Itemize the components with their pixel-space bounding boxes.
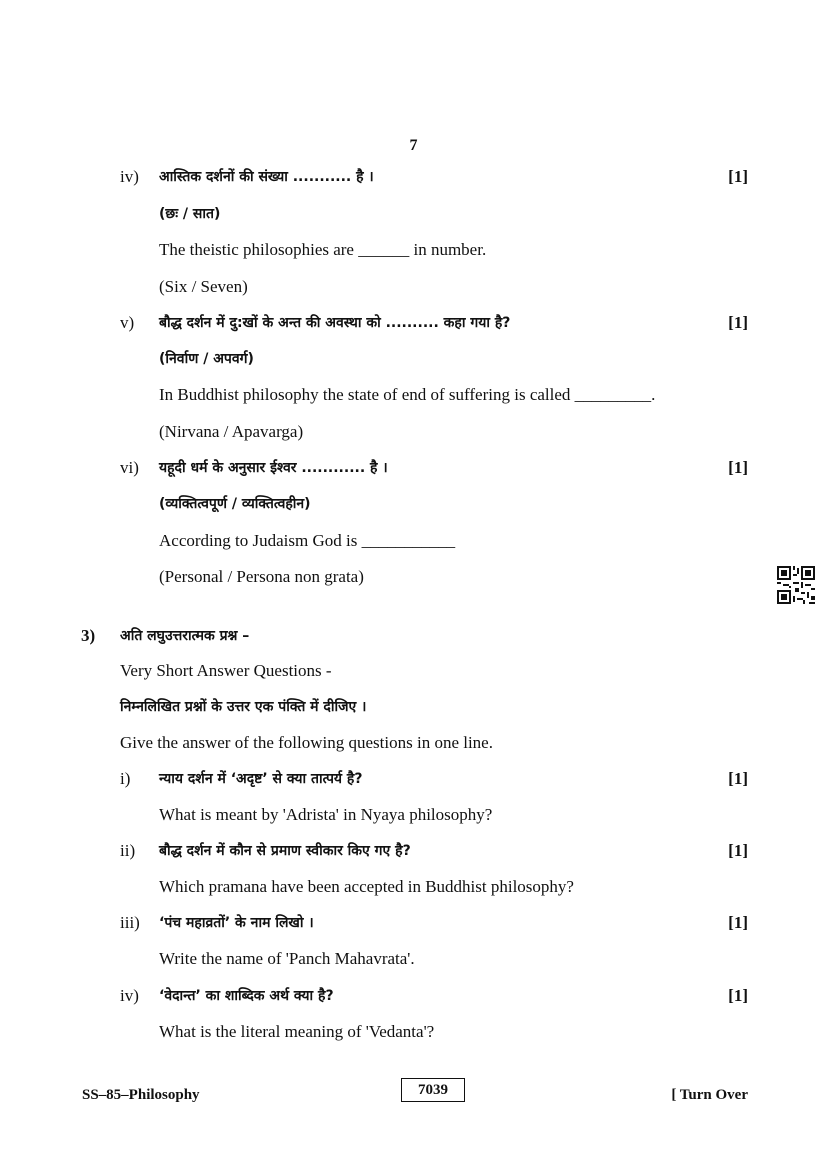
qr-code-icon <box>777 566 815 604</box>
q3-item-english: Which pramana have been accepted in Buddhist philosophy? <box>159 877 574 896</box>
page-number: 7 <box>409 137 418 154</box>
q2-item-options-english: (Nirvana / Apavarga) <box>159 422 304 441</box>
q3-instruction-hindi: निम्नलिखित प्रश्नों के उत्तर एक पंक्ति में दीजिए । <box>120 699 367 715</box>
q3-heading-hindi: अति लघुउत्तरात्मक प्रश्न – <box>120 628 250 644</box>
q2-item-marks: [1] <box>728 167 748 186</box>
q3-item-num: ii) <box>120 841 136 860</box>
q2-item-hindi: बौद्ध दर्शन में दु:खों के अन्त की अवस्था को .......... कहा गया है? <box>159 315 511 331</box>
q3-item-marks: [1] <box>728 913 748 932</box>
q2-item-english: According to Judaism God is ___________ <box>159 531 456 550</box>
q2-item-options-hindi: (छः / सात) <box>159 206 221 222</box>
q3-item-english: Write the name of 'Panch Mahavrata'. <box>159 949 415 968</box>
q3-number: 3) <box>81 626 96 645</box>
q3-item-english: What is meant by 'Adrista' in Nyaya philosophy? <box>159 805 493 824</box>
q2-item-english: The theistic philosophies are ______ in number. <box>159 240 487 259</box>
q2-item-marks: [1] <box>728 313 748 332</box>
footer-code-box: 7039 <box>401 1078 465 1102</box>
q3-instruction-english: Give the answer of the following questions in one line. <box>120 733 493 752</box>
q3-item-num: iii) <box>120 913 140 932</box>
q3-item-num: i) <box>120 769 131 788</box>
q3-item-hindi: न्याय दर्शन में ‘अदृष्ट’ से क्या तात्पर्य है? <box>159 771 363 787</box>
q2-item-english: In Buddhist philosophy the state of end of suffering is called _________. <box>159 385 656 404</box>
q2-item-num: vi) <box>120 458 139 477</box>
q2-item-options-english: (Six / Seven) <box>159 277 248 296</box>
q3-heading-english: Very Short Answer Questions - <box>120 661 332 680</box>
q3-item-marks: [1] <box>728 841 748 860</box>
q3-item-hindi: बौद्ध दर्शन में कौन से प्रमाण स्वीकार किए गए है? <box>159 843 411 859</box>
q2-item-hindi: आस्तिक दर्शनों की संख्या ........... है । <box>159 169 374 185</box>
footer-turn-over: [ Turn Over <box>671 1087 748 1103</box>
q2-item-num: iv) <box>120 167 139 186</box>
q2-item-marks: [1] <box>728 458 748 477</box>
q2-item-options-hindi: (व्यक्तित्वपूर्ण / व्यक्तित्वहीन) <box>159 496 311 512</box>
q3-item-hindi: ‘पंच महाव्रतों’ के नाम लिखो । <box>159 915 314 931</box>
q2-item-hindi: यहूदी धर्म के अनुसार ईश्वर ............ है । <box>159 460 388 476</box>
q2-item-options-english: (Personal / Persona non grata) <box>159 567 364 586</box>
q3-item-hindi: ‘वेदान्त’ का शाब्दिक अर्थ क्या है? <box>159 988 334 1004</box>
q2-item-options-hindi: (निर्वाण / अपवर्ग) <box>159 351 254 367</box>
q3-item-marks: [1] <box>728 769 748 788</box>
footer-subject: SS–85–Philosophy <box>82 1087 200 1103</box>
q3-item-marks: [1] <box>728 986 748 1005</box>
q3-item-num: iv) <box>120 986 139 1005</box>
q2-item-num: v) <box>120 313 135 332</box>
q3-item-english: What is the literal meaning of 'Vedanta'? <box>159 1022 435 1041</box>
